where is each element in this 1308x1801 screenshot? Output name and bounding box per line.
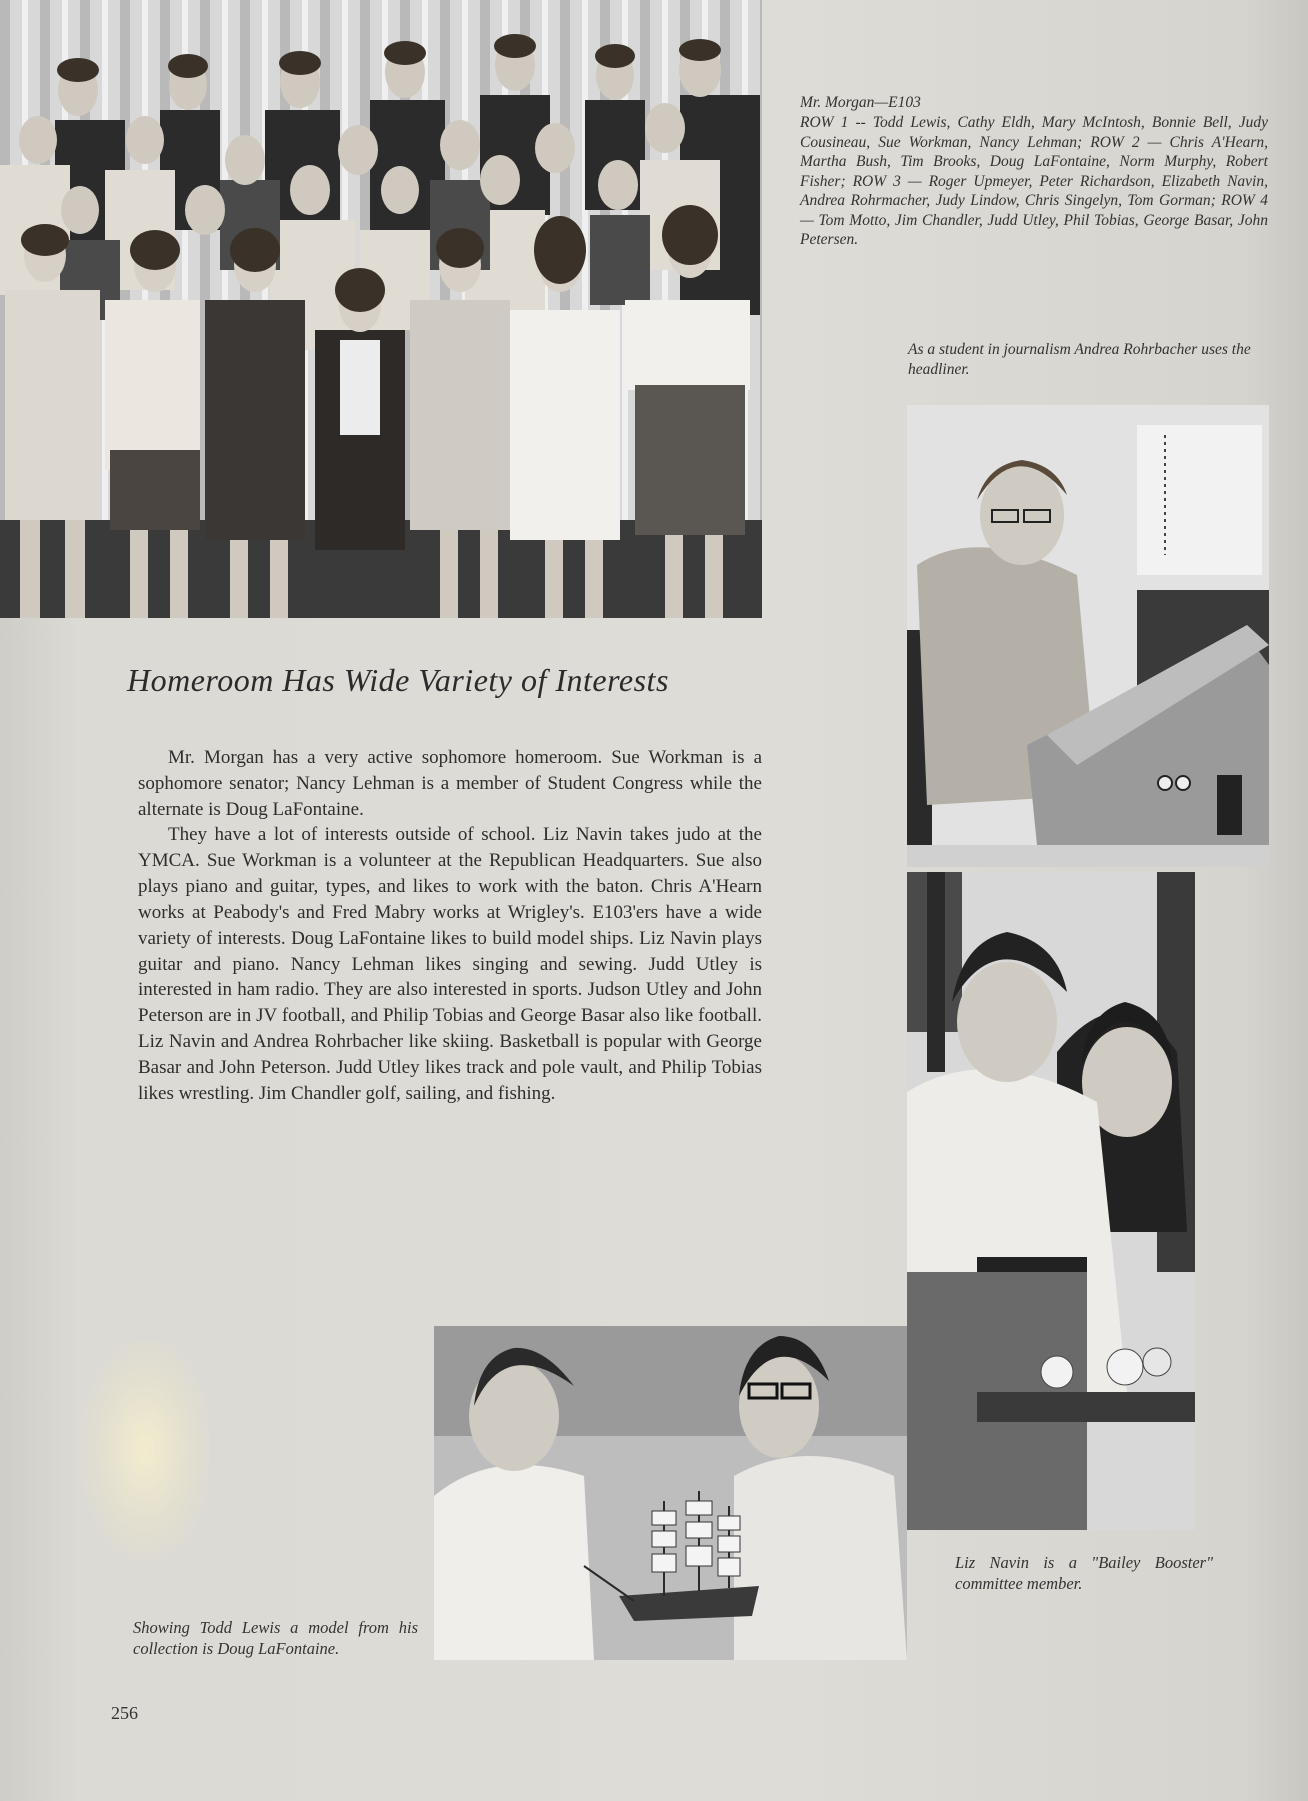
model-ship-caption: Showing Todd Lewis a model from his collection is Doug LaFontaine. [133,1618,418,1659]
homeroom-label: Mr. Morgan—E103 [800,94,921,111]
roster-caption: ROW 1 -- Todd Lewis, Cathy Eldh, Mary McIntosh, Bonnie Bell, Judy Cousineau, Sue Workman, Nancy Lehman; ROW 2 — Chris A'Hearn, Martha Bush, Tim Brooks, Doug LaFontaine, Norm Murphy, Robert Fisher; ROW 3 — Roger Upmeyer, Peter Richardson, Elizabeth Navin, Andrea Rohrmacher, Judy Lindow, Chris Singelyn, Tom Gorman; ROW 4 — Tom Motto, Jim Chandler, Judd Utley, Phil Tobias, George Basar, John Petersen. [800,114,1268,249]
article-paragraph: Mr. Morgan has a very active sophomore homeroom. Sue Workman is a sophomore senator; Nancy Lehman is a member of Student Congress while the alternate is Doug LaFontaine. [138,747,762,820]
article-paragraph: They have a lot of interests outside of school. Liz Navin takes judo at the YMCA. Sue Workman is a volunteer at the Republican Headquarters. Sue also plays piano and guitar, types, and likes to work with the baton. Chris A'Hearn works at Peabody's and Fred Mabry works at Wrigley's. E103'ers have a wide variety of interests. Doug LaFontaine likes to build model ships. Liz Navin plays guitar and piano. Nancy Lehman likes singing and sewing. Judd Utley is interested in ham radio. They are also interested in sports. Judson Utley and John Peterson are in JV football, and Philip Tobias and George Basar also like football. Liz Navin and Andrea Rohrbacher like skiing. Basketball is popular with George Basar and John Peterson. Judd Utley likes track and pole vault, and Philip Tobias likes wrestling. Jim Chandler golf, sailing, and fishing. [138,824,762,1104]
bailey-booster-caption: Liz Navin is a "Bailey Booster" committee member. [955,1553,1213,1594]
model-ship-photo [434,1326,907,1660]
headliner-photo [907,405,1269,867]
page-headline: Homeroom Has Wide Variety of Interests [127,662,669,698]
bailey-booster-photo [907,872,1195,1530]
article-body [138,745,762,1107]
light-glow [80,1340,210,1560]
headliner-caption: As a student in journalism Andrea Rohrbacher uses the headliner. [908,341,1251,379]
page-number: 256 [111,1703,138,1723]
group-photo [0,0,762,618]
